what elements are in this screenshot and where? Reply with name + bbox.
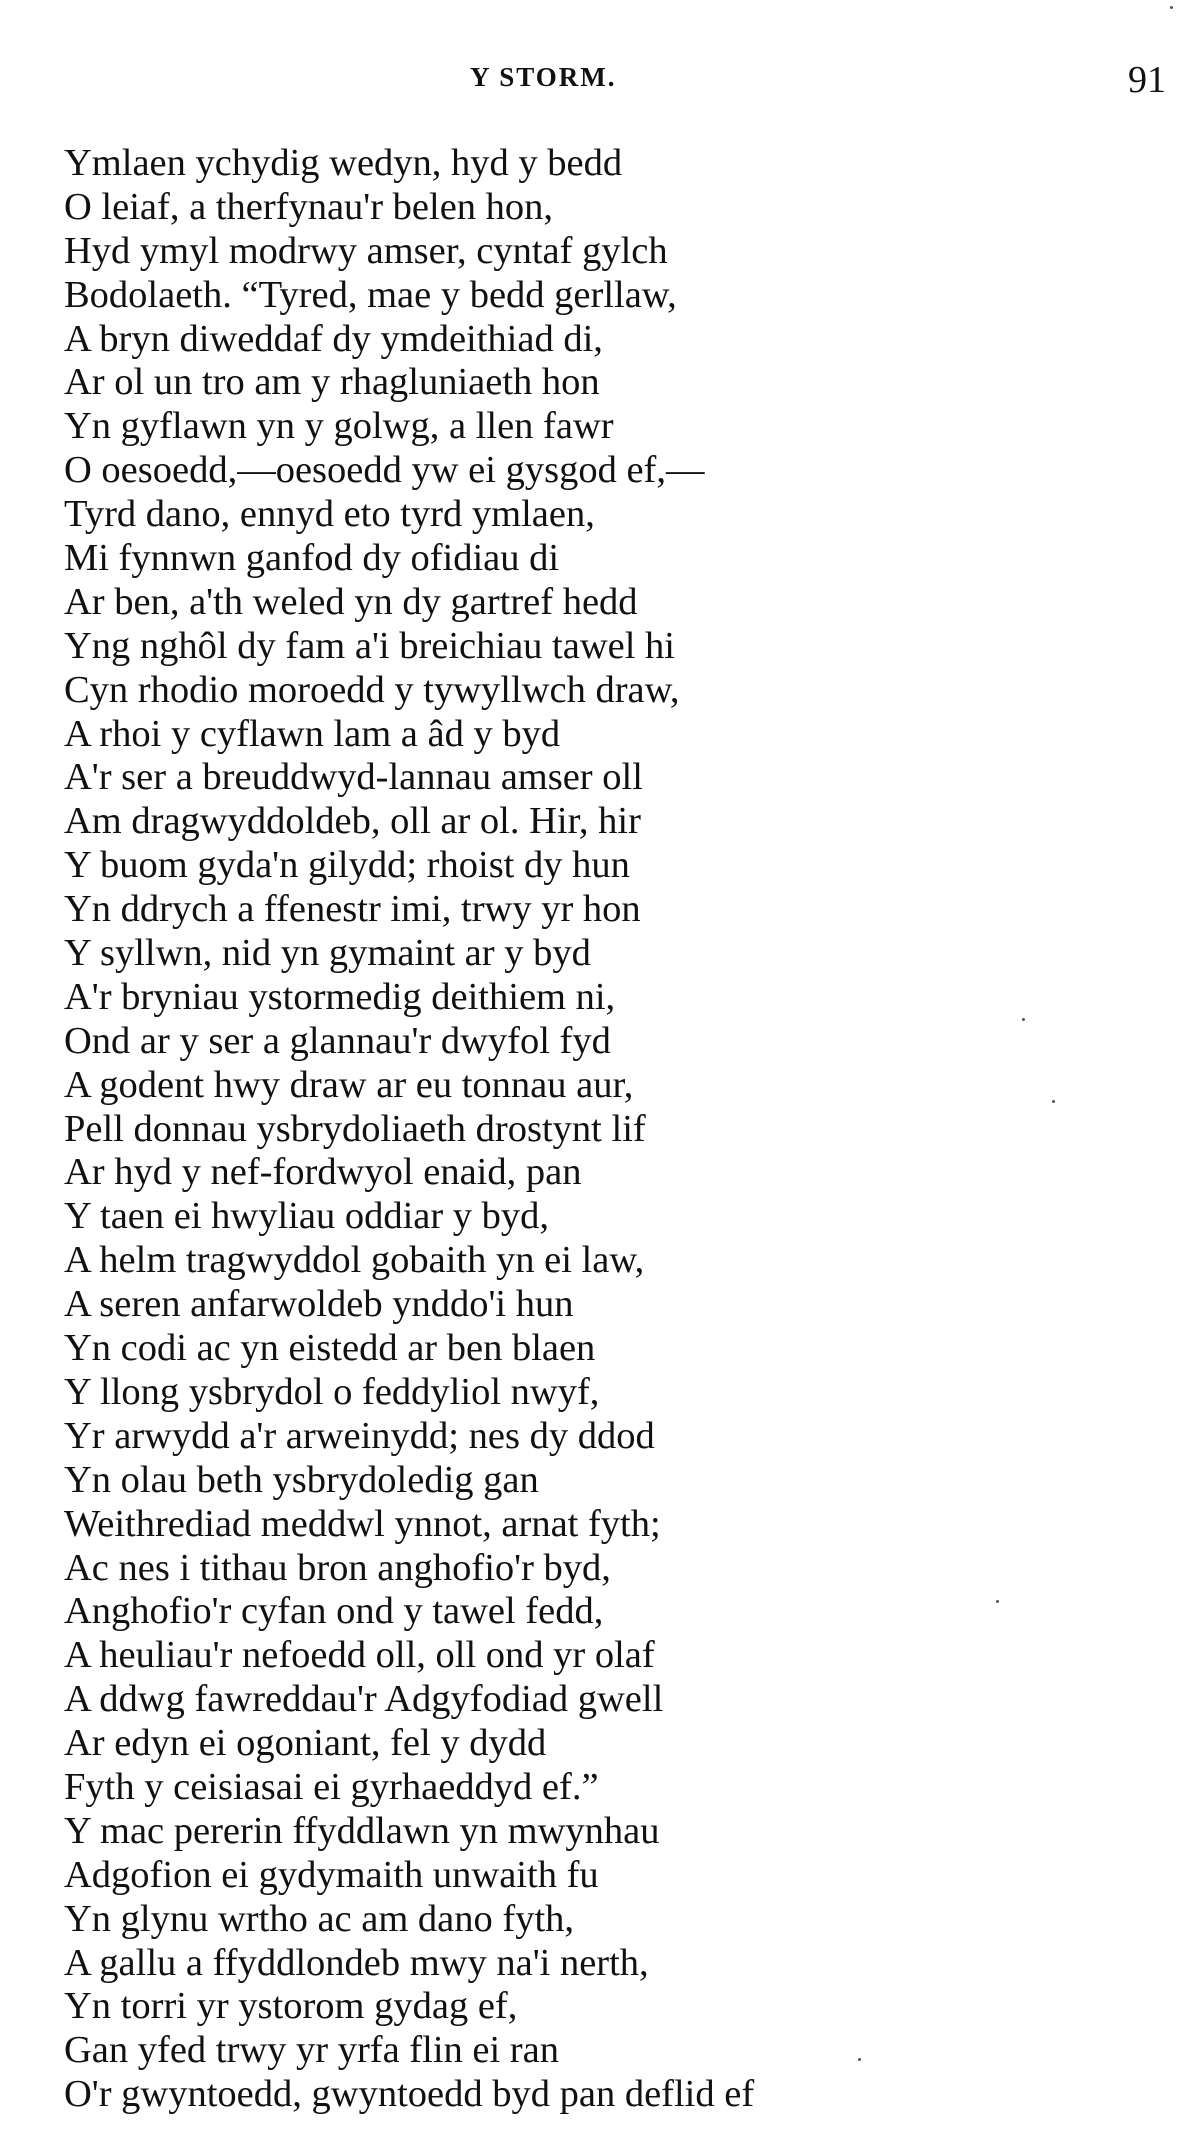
poem-line: A godent hwy draw ar eu tonnau aur, <box>64 1063 634 1106</box>
poem-line: Yng nghôl dy fam a'i breichiau tawel hi <box>64 624 675 667</box>
poem-line: Anghofio'r cyfan ond y tawel fedd, <box>64 1590 604 1633</box>
poem-line: Yn ddrych a ffenestr imi, trwy yr hon <box>64 888 641 931</box>
poem-line: Y taen ei hwyliau oddiar y byd, <box>64 1195 550 1238</box>
poem-line: Ar ol un tro am y rhagluniaeth hon <box>64 361 600 404</box>
poem-line: A'r bryniau ystormedig deithiem ni, <box>64 975 616 1018</box>
poem-line: Yn olau beth ysbrydoledig gan <box>64 1458 539 1501</box>
running-head <box>0 59 1178 102</box>
poem-line: Mi fynnwn ganfod dy ofidiau di <box>64 537 560 580</box>
poem-line: Ymlaen ychydig wedyn, hyd y bedd <box>64 142 623 184</box>
poem-line: Ond ar y ser a glannau'r dwyfol fyd <box>64 1019 611 1062</box>
poem-line: Tyrd dano, ennyd eto tyrd ymlaen, <box>64 493 595 536</box>
poem-line: Y mac pererin ffyddlawn yn mwynhau <box>64 1809 660 1852</box>
poem-line: Ac nes i tithau bron anghofio'r byd, <box>64 1546 611 1589</box>
poem-line: Ar edyn ei ogoniant, fel y dydd <box>64 1722 547 1765</box>
poem-line: Y syllwn, nid yn gymaint ar y byd <box>64 932 591 975</box>
poem-line: O'r gwyntoedd, gwyntoedd byd pan deflid ef <box>64 2073 755 2116</box>
poem-line: Pell donnau ysbrydoliaeth drostynt lif <box>64 1107 646 1150</box>
print-speck <box>1022 1018 1025 1021</box>
poem-line: Hyd ymyl modrwy amser, cyntaf gylch <box>64 229 668 272</box>
poem-line: Bodolaeth. “Tyred, mae y bedd gerllaw, <box>64 273 677 316</box>
poem-line: A heuliau'r nefoedd oll, oll ond yr olaf <box>64 1634 655 1677</box>
print-speck <box>1052 1100 1055 1103</box>
poem-line: Ar hyd y nef-fordwyol enaid, pan <box>64 1151 582 1194</box>
poem-line: O oesoedd,—oesoedd yw ei gysgod ef,— <box>64 449 705 492</box>
poem-line: Yr arwydd a'r arweinydd; nes dy ddod <box>64 1414 655 1457</box>
poem-line: A rhoi y cyflawn lam a âd y byd <box>64 712 561 755</box>
print-speck <box>858 2058 861 2061</box>
poem-line: Yn torri yr ystorom gydag ef, <box>64 1985 518 2028</box>
poem-line: A seren anfarwoldeb ynddo'i hun <box>64 1283 574 1326</box>
poem-line: Yn codi ac yn eistedd ar ben blaen <box>64 1327 596 1370</box>
poem-line: A bryn diweddaf dy ymdeithiad di, <box>64 317 603 360</box>
poem-body <box>64 142 1144 2117</box>
running-title: Y STORM. <box>470 62 617 92</box>
page-number: 91 <box>1128 59 1166 101</box>
poem-line: A'r ser a breuddwyd-lannau amser oll <box>64 756 643 799</box>
poem-line: Yn gyflawn yn y golwg, a llen fawr <box>64 405 614 448</box>
poem-line: Cyn rhodio moroedd y tywyllwch draw, <box>64 668 680 711</box>
poem-line: Gan yfed trwy yr yrfa flin ei ran <box>64 2029 559 2072</box>
print-speck <box>1170 6 1173 9</box>
poem-line: A gallu a ffyddlondeb mwy na'i nerth, <box>64 1941 649 1984</box>
print-speck <box>996 1600 999 1603</box>
poem-line: O leiaf, a therfynau'r belen hon, <box>64 185 554 228</box>
poem-line: Adgofion ei gydymaith unwaith fu <box>64 1853 599 1896</box>
poem-line: Y buom gyda'n gilydd; rhoist dy hun <box>64 844 630 887</box>
poem-line: Y llong ysbrydol o feddyliol nwyf, <box>64 1370 600 1413</box>
poem-line: A helm tragwyddol gobaith yn ei law, <box>64 1239 645 1282</box>
poem-line: Ar ben, a'th weled yn dy gartref hedd <box>64 580 638 623</box>
poem-line: Am dragwyddoldeb, oll ar ol. Hir, hir <box>64 800 641 843</box>
poem-line: Fyth y ceisiasai ei gyrhaeddyd ef.” <box>64 1765 599 1808</box>
poem-line: Yn glynu wrtho ac am dano fyth, <box>64 1897 575 1940</box>
poem-line: A ddwg fawreddau'r Adgyfodiad gwell <box>64 1678 664 1721</box>
poem-line: Weithrediad meddwl ynnot, arnat fyth; <box>64 1502 661 1545</box>
